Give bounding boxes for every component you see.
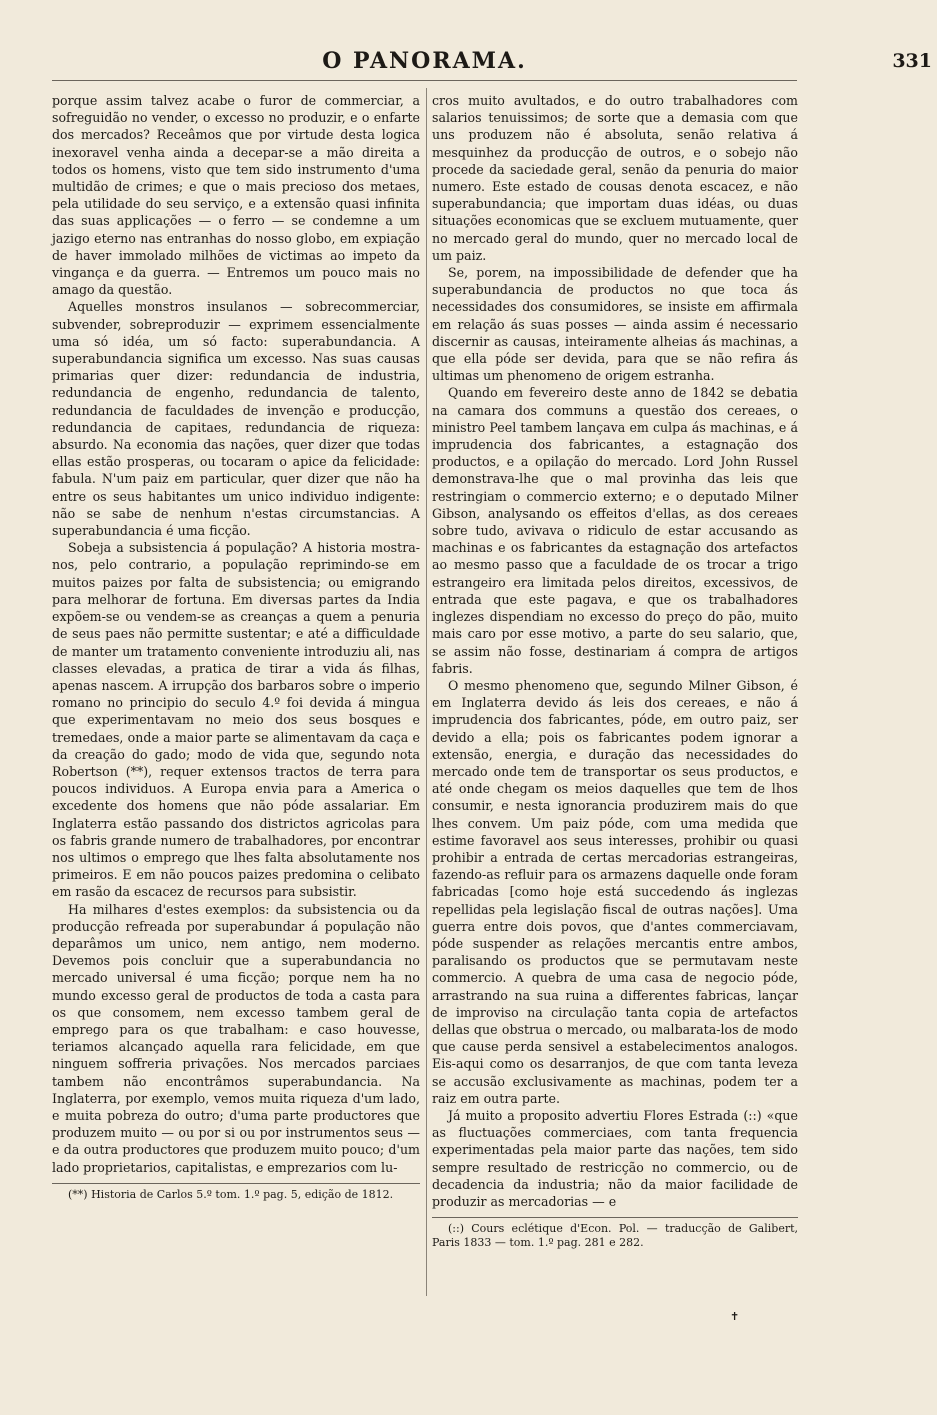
paragraph: porque assim talvez acabe o furor de commerciar, a sofreguidão no vender, o excesso no produzir, e o enfarte dos mercados? Receâmos que por virtude desta logica inexoravel venha ainda a decepar-se a mão direita a todos os homens, visto que tem sido instrumento d'uma multidão de crimes; e que o mais precioso dos metaes, pela utilidade do seu serviço, e a extensão quasi infinita das suas applicações — o ferro — se condemne a um jazigo eterno nas entranhas do nosso globo, em expiação de haver immolado milhões de victimas ao impeto da vingança e da guerra. — Entremos um pouco mais no amago da questão.: [52, 93, 420, 298]
paragraph: Sobeja a subsistencia á população? A historia mostra-nos, pelo contrario, a população reprimindo-se em muitos paizes por falta de subsistencia; ou emigrando para melhorar de fortuna. Em diversas partes da India expõem-se ou vendem-se as creanças a quem a penuria de seus paes não permitte sustentar; e até a difficuldade de manter um tratamento conveniente introduziu ali, nas classes elevadas, a pratica de tirar a vida ás filhas, apenas nascem. A irrupção dos barbaros sobre o imperio romano no principio do seculo 4.º foi devida á mingua que experimentavam no meio dos seus bosques e tremedaes, onde a maior parte se alimentavam da caça e da creação do gado; modo de vida que, segundo nota Robertson (**), requer extensos tractos de terra para poucos individuos. A Europa envia para a America o excedente dos homens que não póde assalariar. Em Inglaterra estão passando dos districtos agricolas para os fabris grande numero de trabalhadores, por encontrar nos ultimos o emprego que lhes falta absolutamente nos primeiros. E em não poucos paizes predomina o celibato em rasão da escacez de recursos para subsistir.: [52, 540, 420, 900]
paragraph: Já muito a proposito advertiu Flores Estrada (::) «que as fluctuações commerciaes, com tanta frequencia experimentadas pela maior parte das nações, tem sido sempre resultado de restricção no commercio, ou de decadencia da industria; não da maior facilidade de produzir as mercadorias — e: [432, 1107, 798, 1209]
paragraph: Se, porem, na impossibilidade de defender que ha superabundancia de productos no que toca ás necessidades dos consumidores, se insiste em affirmala em relação ás suas posses — ainda assim é necessario discernir as causas, inteiramente alheias ás machinas, a que ella póde ser devida, para que se não refira ás ultimas um phenomeno de origem estranha.: [432, 265, 798, 384]
header-rule: [52, 80, 797, 81]
publication-title: O PANORAMA.: [322, 48, 527, 74]
left-column: [52, 92, 420, 1202]
footnote: (::) Cours eclétique d'Econ. Pol. — traducção de Galibert, Paris 1833 — tom. 1.º pag. 281 e 282.: [432, 1222, 798, 1250]
page-number: 331: [892, 50, 932, 72]
signature-mark: ✝: [730, 1310, 740, 1323]
footnote-rule: [432, 1217, 798, 1218]
paragraph: cros muito avultados, e do outro trabalhadores com salarios tenuissimos; de sorte que a demasia com que uns produzem não é absoluta, senão relativa á mesquinhez da producção de outros, e o sobejo não procede da saciedade geral, senão da penuria do maior numero. Este estado de cousas denota escacez, e não superabundancia; que importam duas idéas, ou duas situações economicas que se excluem mutuamente, quer no mercado geral do mundo, quer no mercado local de um paiz.: [432, 93, 798, 263]
paragraph: O mesmo phenomeno que, segundo Milner Gibson, é em Inglaterra devido ás leis dos cereaes, e não á imprudencia dos fabricantes, póde, em outro paiz, ser devido a ella; pois os fabricantes podem ignorar a extensão, energia, e duração das necessidades do mercado onde tem de transportar os seus productos, e até onde chegam os meios daquelles que tem de lhos consumir, e nesta ignorancia produzirem mais do que lhes convem. Um paiz póde, com uma medida que estime favoravel aos seus interesses, prohibir ou quasi prohibir a entrada de certas mercadorias estrangeiras, fazendo-as refluir para os armazens daquelle onde foram fabricadas [como hoje está succedendo ás inglezas repellidas pela legislação fiscal de outras nações]. Uma guerra entre dois povos, que d'antes commerciavam, póde suspender as relações mercantis entre ambos, paralisando os productos que se permutavam neste commercio. A quebra de uma casa de negocio póde, arrastrando na sua ruina a differentes fabricas, lançar de improviso na circulação tanta copia de artefactos dellas que obstrua o mercado, ou malbarata-los de modo que cause perda sensivel a estabelecimentos analogos. Eis-aqui como os desarranjos, de que com tanta leveza se accusão exclusivamente as machinas, podem ter a raiz em outra parte.: [432, 677, 798, 1106]
paragraph: Aquelles monstros insulanos — sobrecommerciar, subvender, sobreproduzir — exprimem essencialmente uma só idéa, um só facto: superabundancia. A superabundancia significa um excesso. Nas suas causas primarias quer dizer: redundancia de industria, redundancia de engenho, redundancia de talento, redundancia de faculdades de invenção e producção, redundancia de capitaes, redundancia de riqueza: absurdo. Na economia das nações, quer dizer que todas ellas estão prosperas, ou tocaram o apice da felicidade: fabula. N'um paiz em particular, quer dizer que não ha entre os seus habitantes um unico individuo indigente: não se sabe de nenhum n'estas circumstancias. A superabundancia é uma ficção.: [52, 299, 420, 539]
footnote-rule: [52, 1183, 420, 1184]
paragraph: Ha milhares d'estes exemplos: da subsistencia ou da producção refreada por superabundar á população não deparâmos um unico, nem antigo, nem moderno. Devemos pois concluir que a superabundancia no mercado universal é uma ficção; porque nem ha no mundo excesso geral de productos de toda a casta para os que consomem, nem excesso tambem geral de emprego para os que trabalham: e caso houvesse, teriamos alcançado aquella rara felicidade, em que ninguem soffreria privações. Nos mercados parciaes tambem não encontrâmos superabundancia. Na Inglaterra, por exemplo, vemos muita riqueza d'um lado, e muita pobreza do outro; d'uma parte productores que produzem muito — ou por si ou por instrumentos seus — e da outra productores que produzem muito pouco; d'um lado proprietarios, capitalistas, e emprezarios com lu-: [52, 901, 420, 1175]
column-separator: [426, 88, 427, 1296]
paragraph: Quando em fevereiro deste anno de 1842 se debatia na camara dos communs a questão dos cereaes, o ministro Peel tambem lançava em culpa ás machinas, e á imprudencia dos fabricantes, a estagnação dos productos, e a opilação do mercado. Lord John Russel demonstrava-lhe que o mal provinha das leis que restringiam o commercio externo; e o deputado Milner Gibson, analysando os effeitos d'ellas, as dos cereaes sobre tudo, avivava o ridiculo de estar accusando as machinas e os fabricantes da estagnação dos artefactos ao mesmo passo que a faculdade de os trocar a trigo estrangeiro era limitada pelos direitos, excessivos, de entrada que este pagava, e que os trabalhadores inglezes dispendiam no excesso do preço do pão, muito mais caro por esse motivo, a parte do seu salario, que, se assim não fosse, destinariam á compra de artigos fabris.: [432, 385, 798, 676]
page-header: [52, 48, 932, 78]
footnote: (**) Historia de Carlos 5.º tom. 1.º pag. 5, edição de 1812.: [68, 1187, 394, 1201]
right-column: [432, 92, 798, 1250]
